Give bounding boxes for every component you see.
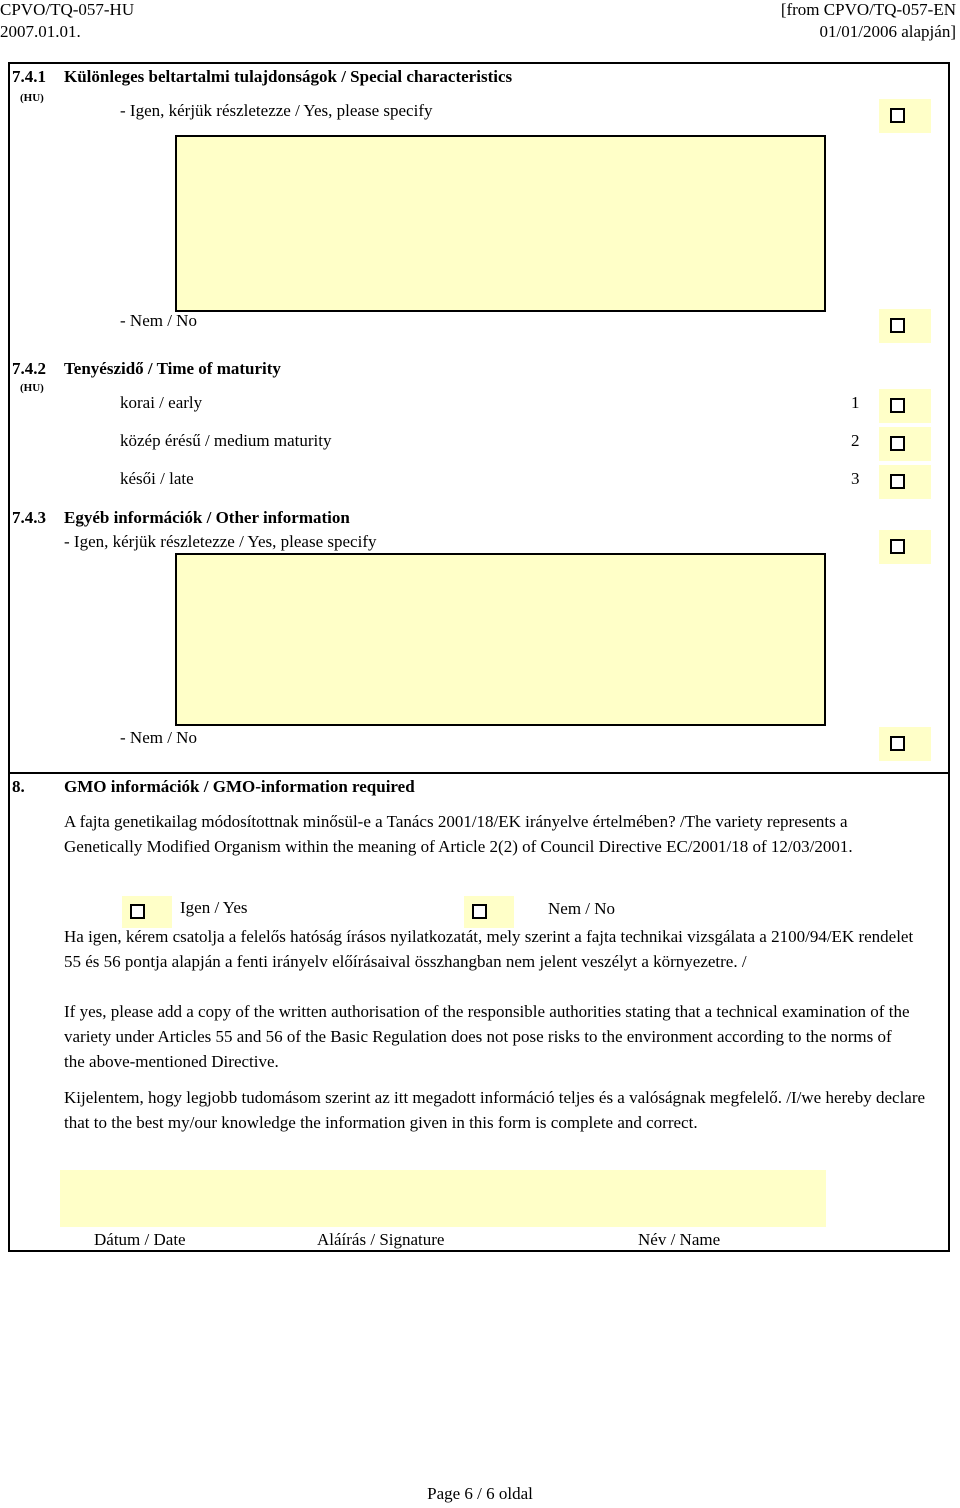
- doc-code: CPVO/TQ-057-HU: [0, 0, 135, 19]
- section-743-title: Egyéb információk / Other information: [64, 508, 350, 527]
- maturity-early-checkbox[interactable]: [879, 389, 931, 423]
- gmo-yes-label: Igen / Yes: [180, 898, 248, 917]
- gmo-instruction-en: If yes, please add a copy of the written authorisation of the responsible authorities stating that a technical examination of the variety under Articles 55 and 56 of the Basic Regulation does not pose risks to the environment according to the norms of the above-mentioned Directive.: [64, 1002, 910, 1071]
- section-741-no-label: - Nem / No: [120, 311, 197, 330]
- doc-date: 2007.01.01.: [0, 22, 81, 41]
- page-number: Page 6 / 6 oldal: [427, 1484, 533, 1503]
- gmo-question: A fajta genetikailag módosítottnak minősül-e a Tanács 2001/18/EK irányelve értelmében? /The variety represents a Genetically Modified Organism within the meaning of Article 2(2) of Council Directive EC/2001/18 of 12/03/2001.: [64, 812, 853, 856]
- source-code: [from CPVO/TQ-057-EN: [780, 0, 956, 19]
- maturity-medium-checkbox[interactable]: [879, 427, 931, 461]
- section-741-details-field[interactable]: [175, 135, 826, 312]
- signature-label: Aláírás / Signature: [317, 1230, 445, 1249]
- maturity-option-label: korai / early: [120, 393, 203, 412]
- section-741-no-checkbox[interactable]: [879, 309, 931, 343]
- section-741-tag: (HU): [20, 92, 44, 104]
- section-741-title: Különleges beltartalmi tulajdonságok / Special characteristics: [64, 67, 513, 86]
- maturity-option-code: 1: [851, 393, 860, 412]
- section-743-no-label: - Nem / No: [120, 728, 197, 747]
- section-743-no-checkbox[interactable]: [879, 727, 931, 761]
- section-742-tag: (HU): [20, 382, 44, 394]
- maturity-option-code: 2: [851, 431, 860, 450]
- gmo-no-label: Nem / No: [548, 899, 616, 918]
- section-741-yes-label: - Igen, kérjük részletezze / Yes, please specify: [120, 101, 433, 120]
- signature-field[interactable]: [60, 1170, 826, 1227]
- maturity-option-label: közép érésű / medium maturity: [120, 431, 332, 450]
- gmo-instruction-hu: Ha igen, kérem csatolja a felelős hatóság írásos nyilatkozatát, mely szerint a fajta technikai vizsgálata a 2100/94/EK rendelet 55 és 56 pontja alapján a fenti irányelv előírásaival összhangban nem jelent veszélyt a környezetre. /: [64, 927, 914, 971]
- maturity-option-code: 3: [851, 469, 860, 488]
- section-741-number: 7.4.1: [12, 67, 46, 86]
- section-743-number: 7.4.3: [12, 508, 46, 527]
- section-742-number: 7.4.2: [12, 359, 46, 378]
- section-742-title: Tenyészidő / Time of maturity: [64, 359, 281, 378]
- section-743-yes-label: - Igen, kérjük részletezze / Yes, please specify: [64, 532, 377, 551]
- section-8-number: 8.: [12, 777, 25, 796]
- maturity-late-checkbox[interactable]: [879, 465, 931, 499]
- name-label: Név / Name: [638, 1230, 721, 1249]
- section-8-title: GMO információk / GMO-information required: [64, 777, 415, 796]
- source-date: 01/01/2006 alapján]: [819, 22, 956, 41]
- maturity-option-label: késői / late: [120, 469, 194, 488]
- declaration-text: Kijelentem, hogy legjobb tudomásom szerint az itt megadott információ teljes és a valóságnak megfelelő. /I/we hereby declare that to the best my/our knowledge the information given in this form is complete and correct.: [64, 1088, 926, 1132]
- section-741-yes-checkbox[interactable]: [879, 99, 931, 133]
- date-label: Dátum / Date: [94, 1230, 186, 1249]
- section-743-yes-checkbox[interactable]: [879, 530, 931, 564]
- section-743-details-field[interactable]: [175, 553, 826, 726]
